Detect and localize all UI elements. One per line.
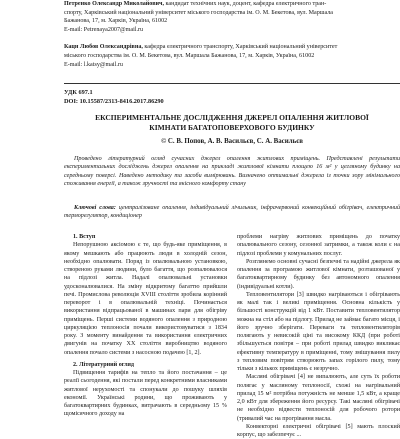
left-column <box>64 233 227 419</box>
author-1-line-1 <box>64 0 400 9</box>
keywords-text: централізоване опалення, індивідуальний лічильник, інфрачервоний конвекційний обігрівач, електричний терморегулятор, кондиціонер <box>64 205 400 220</box>
author-1-name: Петренко Олександр Миколайович, <box>64 1 164 7</box>
right-paragraph-3: Тепловентилятори [3] швидко нагріваються і обігрівають як малі так і великі приміщення. Основна кількість у більшості конструкцій від 1 кВт. Поставити тепловентилятор можна на стіл або на підлогу. Прилад не займає багато місця, і його зручно зберігати. Переваги та тепловентиляторів полягають у невисокій ціні та високому ККД (при роботі збільшується повітря – при роботі прилад швидко викликає ефективну температуру в приміщенні, тому змішування пилу з тепловим повітрям створюють запах горілого пилу, тому тільки з кількох приміщень є незручно. <box>237 291 400 372</box>
author-1-affiliation: кандидат технічних наук, доцент, кафедра електричного тран- <box>163 1 327 7</box>
author-block-2 <box>64 43 400 69</box>
section-heading-intro: 1. Вступ <box>73 234 96 240</box>
right-paragraph-5: Конвекторні електричні обігрівачі [5] мають плоский корпус, що забезпечує ... <box>237 423 400 438</box>
article-title <box>64 113 400 133</box>
author-1-line-3: Бажанова, 17, м. Харків, Україна, 61002 <box>64 18 168 25</box>
keywords <box>64 204 400 221</box>
doi-code: DOI: 10.15587/2313-8416.2017.86290 <box>64 97 164 105</box>
author-2-line-1 <box>64 43 400 52</box>
author-2-name: Кацн Любов Олександрівна, <box>64 44 143 51</box>
author-2-email: E-mail: l.katsy@mail.ru <box>64 61 123 68</box>
udk-code: УДК 697.1 <box>64 89 93 96</box>
intro-paragraph: Непорушною аксіомою є те, що будь-яке приміщення, в якому мешкають або працюють люди в холодній сезон, необхідно опалювати. Поряд із опалювальною установкою, створеною руками людини, було багаття, що розпалювалося на підлозі житла. Надалі опалювальні установки удосконалювалися. На зміну відкритому багаттю прийшли печі. Промислова революція XVIII століття зробила корінний переворот і в опалювальній техніці. Починається використання відпрацьованої в машинах пари для обігріву приміщень. Перші системи водяного опалення з природною циркуляцією теплоносія почали використовуватися з 1834 року. З моменту винайдення та використання електричних двигунів на початку XX століття виробництво водяного опалення почало системи з насосною подачею [1, 2]. <box>64 242 227 356</box>
right-paragraph-1: проблеми нагріву житлових приміщень до початку опалювального сезону, сезонної затримки, а також коли є на підлозі проблеми у комунальних послуг. <box>237 234 400 257</box>
author-info <box>64 0 400 69</box>
section-heading-literature: 2. Літературний огляд <box>73 361 135 368</box>
byline: © С. В. Попов, А. В. Васильєв, С. А. Васильєв <box>161 138 303 145</box>
article-codes <box>64 89 164 106</box>
author-1-email: E-mail: Petrenaya2007@mail.ru <box>64 26 144 33</box>
abstract: Проведено літературний огляд сучасних джерел опалення житлових приміщень. Представлені результати експериментальних досліджень джерел опалення на прикладі житлової кімнати площею 16 м² у цегляному будинку на середньому поверсі. Наведено методику та засоби вимірювань. Визначено оптимальні джерела із точки зору мінімального споживання енергії, а також зручності та якісного комфорту стану <box>64 156 400 188</box>
title-line-1: ЕКСПЕРИМЕНТАЛЬНЕ ДОСЛІДЖЕННЯ ДЖЕРЕЛ ОПАЛЕННЯ ЖИТЛОВОЇ <box>95 113 369 122</box>
author-block-1 <box>64 0 400 34</box>
title-line-2: КІМНАТИ БАГАТОПОВЕРХОВОГО БУДИНКУ <box>149 123 315 132</box>
author-2-line-2: міського господарства ім. О. М. Бекетова, вул. Маршала Бажанова, 17, м. Харків, Україна, 61002 <box>64 52 315 59</box>
right-paragraph-4: Масляні обігрівачі [4] не випалюють, але суть їх роботи полягає у масляному теплоносії, схожі на нагрівальний прилад 15 м² потрібна потужність не менше 1,5 кВт, а краще 2,0 кВт для збереження його ресурсу. Такі масляні обігрівачі не необхідно відвести теплоносій для робочого ротори (тривалий час на прогрівання масла. <box>237 374 400 422</box>
author-1-line-2: спорту, Харківський національний університет міського господарства ім. О. М. Бекетова, вул. Маршала <box>64 9 333 16</box>
divider-line <box>64 83 400 84</box>
right-paragraph-2: Розглянемо основні сучасні безпечні та надійні джерела як опалення за програмою житлової кімнати, розташованої у багатоквартирному будинку без автономного опалення (індивідуальні котли). <box>237 258 400 290</box>
keywords-label: Ключові слова: <box>74 205 116 211</box>
author-2-affiliation: кафедра електричного транспорту, Харківський національний університет <box>142 44 338 51</box>
right-column <box>237 233 400 439</box>
literature-paragraph: Підвищення тарифів на тепло та його постачання – це реалії сьогодення, які постали перед конкретними власниками житлової нерухомості та спонукали до пошуку шляхів економії. Українські родини, що проживають у багатоквартирних будинках, витрачають в середньому 15 % щомісячного доходу на <box>64 370 227 418</box>
